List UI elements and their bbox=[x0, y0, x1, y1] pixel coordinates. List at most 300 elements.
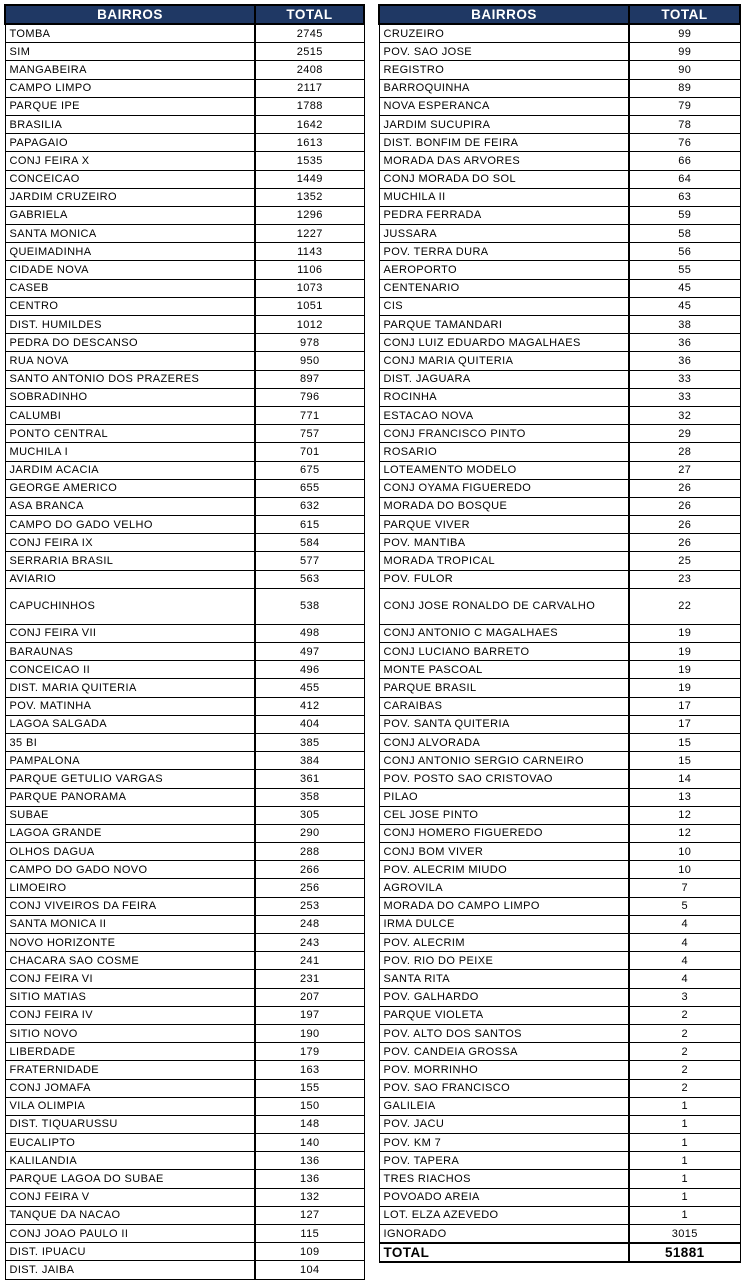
bairro-name-cell: PAMPALONA bbox=[5, 752, 255, 770]
bairro-total-cell: 796 bbox=[255, 388, 364, 406]
bairro-total-cell: 36 bbox=[629, 352, 740, 370]
table-row bbox=[5, 824, 364, 842]
bairro-total-cell: 26 bbox=[629, 479, 740, 497]
table-row bbox=[379, 824, 740, 842]
table-row bbox=[379, 1024, 740, 1042]
bairro-total-cell: 63 bbox=[629, 188, 740, 206]
bairro-name-cell: JARDIM CRUZEIRO bbox=[5, 188, 255, 206]
bairro-total-cell: 89 bbox=[629, 79, 740, 97]
table-row bbox=[379, 970, 740, 988]
bairro-name-cell: DIST. HUMILDES bbox=[5, 316, 255, 334]
bairro-name-cell: AVIARIO bbox=[5, 570, 255, 588]
table-row bbox=[5, 406, 364, 424]
bairro-name-cell: PARQUE LAGOA DO SUBAE bbox=[5, 1170, 255, 1188]
bairro-total-cell: 757 bbox=[255, 425, 364, 443]
table-row bbox=[5, 1188, 364, 1206]
bairro-name-cell: LIMOEIRO bbox=[5, 879, 255, 897]
bairro-name-cell: MONTE PASCOAL bbox=[379, 661, 629, 679]
bairro-name-cell: POV. POSTO SAO CRISTOVAO bbox=[379, 770, 629, 788]
grand-total-label: TOTAL bbox=[379, 1243, 629, 1262]
table-row bbox=[379, 697, 740, 715]
bairro-total-cell: 36 bbox=[629, 334, 740, 352]
bairro-total-cell: 12 bbox=[629, 824, 740, 842]
table-row bbox=[379, 243, 740, 261]
table-row bbox=[5, 788, 364, 806]
bairro-name-cell: CONCEICAO bbox=[5, 170, 255, 188]
bairro-name-cell: POVOADO AREIA bbox=[379, 1188, 629, 1206]
bairro-total-cell: 2 bbox=[629, 1024, 740, 1042]
bairro-total-cell: 190 bbox=[255, 1024, 364, 1042]
table-row bbox=[379, 643, 740, 661]
bairro-name-cell: TOMBA bbox=[5, 24, 255, 43]
bairro-total-cell: 266 bbox=[255, 861, 364, 879]
table-row bbox=[379, 188, 740, 206]
bairro-total-cell: 498 bbox=[255, 624, 364, 642]
column-header-bairros: BAIRROS bbox=[5, 5, 255, 24]
table-row bbox=[5, 479, 364, 497]
table-row bbox=[5, 861, 364, 879]
bairro-name-cell: CAMPO DO GADO VELHO bbox=[5, 516, 255, 534]
table-row bbox=[379, 206, 740, 224]
bairro-total-cell: 632 bbox=[255, 497, 364, 515]
bairro-name-cell: MUCHILA II bbox=[379, 188, 629, 206]
table-row bbox=[379, 261, 740, 279]
table-row bbox=[5, 1152, 364, 1170]
bairro-total-cell: 59 bbox=[629, 206, 740, 224]
bairro-total-cell: 1 bbox=[629, 1097, 740, 1115]
bairro-name-cell: SITIO NOVO bbox=[5, 1024, 255, 1042]
table-row bbox=[5, 661, 364, 679]
bairro-name-cell: POV. ALECRIM MIUDO bbox=[379, 861, 629, 879]
bairro-total-cell: 256 bbox=[255, 879, 364, 897]
bairro-name-cell: CONJ FRANCISCO PINTO bbox=[379, 425, 629, 443]
bairro-name-cell: EUCALIPTO bbox=[5, 1134, 255, 1152]
table-row bbox=[379, 570, 740, 588]
bairro-total-cell: 358 bbox=[255, 788, 364, 806]
bairro-name-cell: POV. SAO FRANCISCO bbox=[379, 1079, 629, 1097]
bairro-name-cell: CONJ OYAMA FIGUEREDO bbox=[379, 479, 629, 497]
table-row bbox=[5, 24, 364, 43]
bairro-total-cell: 99 bbox=[629, 24, 740, 43]
bairro-name-cell: BARAUNAS bbox=[5, 643, 255, 661]
bairro-total-cell: 288 bbox=[255, 843, 364, 861]
bairro-name-cell: CONJ LUCIANO BARRETO bbox=[379, 643, 629, 661]
table-row bbox=[379, 443, 740, 461]
bairro-name-cell: PARQUE VIOLETA bbox=[379, 1006, 629, 1024]
bairro-name-cell: POV. KM 7 bbox=[379, 1134, 629, 1152]
bairro-name-cell: CONJ ANTONIO SERGIO CARNEIRO bbox=[379, 752, 629, 770]
bairro-total-cell: 305 bbox=[255, 806, 364, 824]
bairro-total-cell: 19 bbox=[629, 661, 740, 679]
table-row bbox=[379, 1170, 740, 1188]
table-row bbox=[5, 1261, 364, 1279]
bairro-name-cell: CONJ VIVEIROS DA FEIRA bbox=[5, 897, 255, 915]
table-row bbox=[5, 897, 364, 915]
table-row bbox=[379, 516, 740, 534]
table-row bbox=[379, 988, 740, 1006]
bairro-total-cell: 497 bbox=[255, 643, 364, 661]
bairro-name-cell: POV. ALTO DOS SANTOS bbox=[379, 1024, 629, 1042]
bairro-name-cell: POV. ALECRIM bbox=[379, 934, 629, 952]
bairro-total-cell: 361 bbox=[255, 770, 364, 788]
bairro-total-cell: 99 bbox=[629, 43, 740, 61]
table-row bbox=[379, 1188, 740, 1206]
table-row bbox=[5, 752, 364, 770]
bairro-total-cell: 1613 bbox=[255, 134, 364, 152]
table-row bbox=[5, 733, 364, 751]
bairro-total-cell: 384 bbox=[255, 752, 364, 770]
bairro-name-cell: ROCINHA bbox=[379, 388, 629, 406]
table-row bbox=[5, 297, 364, 315]
column-header-bairros: BAIRROS bbox=[379, 5, 629, 24]
table-row bbox=[5, 206, 364, 224]
bairro-total-cell: 771 bbox=[255, 406, 364, 424]
table-row bbox=[5, 370, 364, 388]
bairro-total-cell: 33 bbox=[629, 370, 740, 388]
bairro-name-cell: MORADA DO CAMPO LIMPO bbox=[379, 897, 629, 915]
bairro-name-cell: CONJ FEIRA VII bbox=[5, 624, 255, 642]
bairro-total-cell: 115 bbox=[255, 1225, 364, 1243]
table-row bbox=[5, 79, 364, 97]
bairro-total-cell: 38 bbox=[629, 316, 740, 334]
bairro-name-cell: PARQUE GETULIO VARGAS bbox=[5, 770, 255, 788]
bairro-name-cell: NOVO HORIZONTE bbox=[5, 934, 255, 952]
table-row bbox=[5, 570, 364, 588]
bairro-total-cell: 1352 bbox=[255, 188, 364, 206]
bairro-name-cell: CONJ FEIRA VI bbox=[5, 970, 255, 988]
table-row bbox=[379, 1043, 740, 1061]
bairro-total-cell: 1788 bbox=[255, 97, 364, 115]
bairro-total-cell: 2 bbox=[629, 1079, 740, 1097]
table-row bbox=[379, 24, 740, 43]
bairro-total-cell: 404 bbox=[255, 715, 364, 733]
table-row bbox=[379, 61, 740, 79]
table-row bbox=[5, 516, 364, 534]
bairro-total-cell: 58 bbox=[629, 225, 740, 243]
bairro-name-cell: OLHOS DAGUA bbox=[5, 843, 255, 861]
table-row bbox=[379, 1152, 740, 1170]
bairro-total-cell: 3015 bbox=[629, 1225, 740, 1244]
bairro-total-cell: 163 bbox=[255, 1061, 364, 1079]
bairro-name-cell: CONJ JOMAFA bbox=[5, 1079, 255, 1097]
bairro-total-cell: 19 bbox=[629, 624, 740, 642]
bairro-total-cell: 109 bbox=[255, 1243, 364, 1261]
bairro-name-cell: CONJ ALVORADA bbox=[379, 733, 629, 751]
bairro-name-cell: JUSSARA bbox=[379, 225, 629, 243]
bairro-total-cell: 1143 bbox=[255, 243, 364, 261]
table-row bbox=[5, 279, 364, 297]
table-row bbox=[379, 861, 740, 879]
bairro-total-cell: 1073 bbox=[255, 279, 364, 297]
bairro-total-cell: 179 bbox=[255, 1043, 364, 1061]
bairro-total-cell: 4 bbox=[629, 952, 740, 970]
bairro-name-cell: MORADA DAS ARVORES bbox=[379, 152, 629, 170]
bairro-total-cell: 1 bbox=[629, 1170, 740, 1188]
bairro-name-cell: CONJ FEIRA V bbox=[5, 1188, 255, 1206]
bairro-name-cell: CONJ JOAO PAULO II bbox=[5, 1225, 255, 1243]
table-row bbox=[5, 915, 364, 933]
table-row bbox=[5, 497, 364, 515]
bairro-name-cell: BARROQUINHA bbox=[379, 79, 629, 97]
table-row bbox=[5, 879, 364, 897]
bairro-name-cell: PARQUE VIVER bbox=[379, 516, 629, 534]
bairro-name-cell: CAPUCHINHOS bbox=[5, 588, 255, 624]
bairro-name-cell: KALILANDIA bbox=[5, 1152, 255, 1170]
bairro-name-cell: MANGABEIRA bbox=[5, 61, 255, 79]
table-row bbox=[379, 733, 740, 751]
bairro-total-cell: 66 bbox=[629, 152, 740, 170]
bairro-total-cell: 26 bbox=[629, 516, 740, 534]
table-row bbox=[379, 225, 740, 243]
table-row bbox=[5, 1024, 364, 1042]
column-header-total: TOTAL bbox=[255, 5, 364, 24]
table-row bbox=[379, 788, 740, 806]
table-row bbox=[5, 715, 364, 733]
table-row bbox=[5, 552, 364, 570]
bairro-name-cell: CONJ BOM VIVER bbox=[379, 843, 629, 861]
bairro-name-cell: POV. MORRINHO bbox=[379, 1061, 629, 1079]
bairro-total-cell: 45 bbox=[629, 279, 740, 297]
bairro-name-cell: BRASILIA bbox=[5, 115, 255, 133]
bairro-total-cell: 127 bbox=[255, 1206, 364, 1224]
table-row bbox=[5, 152, 364, 170]
table-row bbox=[379, 715, 740, 733]
table-row bbox=[379, 97, 740, 115]
bairro-total-cell: 248 bbox=[255, 915, 364, 933]
table-row bbox=[379, 806, 740, 824]
bairro-total-cell: 27 bbox=[629, 461, 740, 479]
table-row bbox=[379, 79, 740, 97]
bairro-total-cell: 615 bbox=[255, 516, 364, 534]
bairro-total-cell: 1051 bbox=[255, 297, 364, 315]
bairro-total-cell: 496 bbox=[255, 661, 364, 679]
table-row bbox=[5, 134, 364, 152]
table-row bbox=[5, 334, 364, 352]
bairro-name-cell: CONCEICAO II bbox=[5, 661, 255, 679]
table-row bbox=[379, 279, 740, 297]
table-row bbox=[5, 1225, 364, 1243]
bairro-total-cell: 1012 bbox=[255, 316, 364, 334]
bairro-name-cell: LAGOA GRANDE bbox=[5, 824, 255, 842]
bairro-name-cell: SANTO ANTONIO DOS PRAZERES bbox=[5, 370, 255, 388]
bairro-total-cell: 78 bbox=[629, 115, 740, 133]
bairro-name-cell: SANTA RITA bbox=[379, 970, 629, 988]
table-row bbox=[379, 388, 740, 406]
bairro-total-cell: 385 bbox=[255, 733, 364, 751]
bairro-total-cell: 1642 bbox=[255, 115, 364, 133]
table-row bbox=[5, 643, 364, 661]
bairro-name-cell: PAPAGAIO bbox=[5, 134, 255, 152]
bairro-name-cell: LOT. ELZA AZEVEDO bbox=[379, 1206, 629, 1224]
bairro-total-cell: 2117 bbox=[255, 79, 364, 97]
bairro-total-cell: 197 bbox=[255, 1006, 364, 1024]
bairro-name-cell: ESTACAO NOVA bbox=[379, 406, 629, 424]
bairro-total-cell: 25 bbox=[629, 552, 740, 570]
table-row bbox=[5, 988, 364, 1006]
bairro-name-cell: CIS bbox=[379, 297, 629, 315]
table-row bbox=[379, 43, 740, 61]
bairro-total-cell: 76 bbox=[629, 134, 740, 152]
table-row bbox=[5, 1006, 364, 1024]
left-bairros-table bbox=[4, 4, 365, 1280]
table-row bbox=[379, 1115, 740, 1133]
bairro-total-cell: 207 bbox=[255, 988, 364, 1006]
bairro-total-cell: 136 bbox=[255, 1170, 364, 1188]
bairro-total-cell: 455 bbox=[255, 679, 364, 697]
bairro-total-cell: 14 bbox=[629, 770, 740, 788]
bairro-total-cell: 2408 bbox=[255, 61, 364, 79]
table-row bbox=[379, 679, 740, 697]
bairro-name-cell: CEL JOSE PINTO bbox=[379, 806, 629, 824]
table-row bbox=[379, 934, 740, 952]
bairro-name-cell: ASA BRANCA bbox=[5, 497, 255, 515]
bairro-name-cell: CONJ FEIRA IV bbox=[5, 1006, 255, 1024]
bairro-name-cell: SANTA MONICA II bbox=[5, 915, 255, 933]
bairro-name-cell: POV. TAPERA bbox=[379, 1152, 629, 1170]
table-row bbox=[5, 1079, 364, 1097]
bairro-name-cell: POV. TERRA DURA bbox=[379, 243, 629, 261]
table-row bbox=[5, 1043, 364, 1061]
bairro-name-cell: RUA NOVA bbox=[5, 352, 255, 370]
bairro-total-cell: 17 bbox=[629, 715, 740, 733]
bairro-name-cell: IRMA DULCE bbox=[379, 915, 629, 933]
bairro-total-cell: 2 bbox=[629, 1043, 740, 1061]
bairro-name-cell: CONJ FEIRA IX bbox=[5, 534, 255, 552]
bairro-total-cell: 1 bbox=[629, 1206, 740, 1224]
bairro-total-cell: 1227 bbox=[255, 225, 364, 243]
bairro-name-cell: DIST. JAGUARA bbox=[379, 370, 629, 388]
bairro-total-cell: 241 bbox=[255, 952, 364, 970]
bairro-name-cell: IGNORADO bbox=[379, 1225, 629, 1244]
bairro-total-cell: 2515 bbox=[255, 43, 364, 61]
bairro-total-cell: 5 bbox=[629, 897, 740, 915]
table-row bbox=[5, 43, 364, 61]
bairro-total-cell: 675 bbox=[255, 461, 364, 479]
bairro-name-cell: POV. MANTIBA bbox=[379, 534, 629, 552]
bairro-name-cell: PARQUE IPE bbox=[5, 97, 255, 115]
bairro-total-cell: 32 bbox=[629, 406, 740, 424]
bairro-name-cell: GALILEIA bbox=[379, 1097, 629, 1115]
bairro-name-cell: SANTA MONICA bbox=[5, 225, 255, 243]
bairro-total-cell: 950 bbox=[255, 352, 364, 370]
bairro-name-cell: MORADA TROPICAL bbox=[379, 552, 629, 570]
bairro-name-cell: MUCHILA I bbox=[5, 443, 255, 461]
table-row bbox=[5, 1097, 364, 1115]
bairro-total-cell: 15 bbox=[629, 733, 740, 751]
table-row bbox=[5, 1170, 364, 1188]
table-row bbox=[5, 97, 364, 115]
right-bairros-table bbox=[378, 4, 741, 1263]
bairro-total-cell: 577 bbox=[255, 552, 364, 570]
grand-total-row bbox=[379, 1243, 740, 1262]
bairro-name-cell: ROSARIO bbox=[379, 443, 629, 461]
bairro-name-cell: REGISTRO bbox=[379, 61, 629, 79]
table-row bbox=[379, 152, 740, 170]
table-row bbox=[379, 1006, 740, 1024]
bairro-total-cell: 104 bbox=[255, 1261, 364, 1279]
table-row bbox=[379, 752, 740, 770]
bairro-total-cell: 22 bbox=[629, 588, 740, 624]
bairro-name-cell: DIST. MARIA QUITERIA bbox=[5, 679, 255, 697]
bairro-name-cell: NOVA ESPERANCA bbox=[379, 97, 629, 115]
bairro-total-cell: 15 bbox=[629, 752, 740, 770]
bairro-name-cell: PILAO bbox=[379, 788, 629, 806]
table-row bbox=[5, 261, 364, 279]
bairro-name-cell: CONJ MORADA DO SOL bbox=[379, 170, 629, 188]
bairro-name-cell: CRUZEIRO bbox=[379, 24, 629, 43]
bairro-name-cell: PARQUE BRASIL bbox=[379, 679, 629, 697]
table-row bbox=[379, 770, 740, 788]
table-row bbox=[5, 243, 364, 261]
table-row bbox=[379, 406, 740, 424]
bairro-total-cell: 897 bbox=[255, 370, 364, 388]
table-row bbox=[379, 334, 740, 352]
bairro-name-cell: POV. SAO JOSE bbox=[379, 43, 629, 61]
table-row bbox=[379, 1206, 740, 1224]
bairro-name-cell: DIST. JAIBA bbox=[5, 1261, 255, 1279]
bairro-total-cell: 90 bbox=[629, 61, 740, 79]
bairro-total-cell: 29 bbox=[629, 425, 740, 443]
table-row bbox=[5, 1115, 364, 1133]
bairro-name-cell: JARDIM SUCUPIRA bbox=[379, 115, 629, 133]
bairro-name-cell: POV. GALHARDO bbox=[379, 988, 629, 1006]
bairro-name-cell: POV. RIO DO PEIXE bbox=[379, 952, 629, 970]
table-row bbox=[379, 479, 740, 497]
header-row bbox=[379, 5, 740, 24]
table-row bbox=[379, 534, 740, 552]
table-row bbox=[5, 188, 364, 206]
bairro-total-cell: 243 bbox=[255, 934, 364, 952]
bairro-total-cell: 290 bbox=[255, 824, 364, 842]
bairro-total-cell: 155 bbox=[255, 1079, 364, 1097]
bairro-name-cell: CALUMBI bbox=[5, 406, 255, 424]
bairro-total-cell: 1449 bbox=[255, 170, 364, 188]
bairro-name-cell: POV. SANTA QUITERIA bbox=[379, 715, 629, 733]
table-row bbox=[379, 1225, 740, 1244]
table-row bbox=[379, 1097, 740, 1115]
bairro-total-cell: 79 bbox=[629, 97, 740, 115]
table-row bbox=[5, 443, 364, 461]
bairro-total-cell: 26 bbox=[629, 534, 740, 552]
table-row bbox=[379, 425, 740, 443]
bairro-name-cell: SIM bbox=[5, 43, 255, 61]
bairro-total-cell: 1 bbox=[629, 1115, 740, 1133]
bairro-name-cell: CARAIBAS bbox=[379, 697, 629, 715]
header-row bbox=[5, 5, 364, 24]
bairro-total-cell: 7 bbox=[629, 879, 740, 897]
bairro-total-cell: 253 bbox=[255, 897, 364, 915]
table-row bbox=[379, 316, 740, 334]
table-row bbox=[5, 624, 364, 642]
bairro-total-cell: 978 bbox=[255, 334, 364, 352]
bairro-total-cell: 1 bbox=[629, 1152, 740, 1170]
bairro-total-cell: 4 bbox=[629, 934, 740, 952]
bairro-name-cell: GEORGE AMERICO bbox=[5, 479, 255, 497]
bairro-name-cell: PEDRA FERRADA bbox=[379, 206, 629, 224]
bairro-name-cell: AGROVILA bbox=[379, 879, 629, 897]
bairro-total-cell: 1 bbox=[629, 1188, 740, 1206]
bairro-total-cell: 1535 bbox=[255, 152, 364, 170]
table-row bbox=[5, 1134, 364, 1152]
bairro-total-cell: 3 bbox=[629, 988, 740, 1006]
bairro-name-cell: POV. FULOR bbox=[379, 570, 629, 588]
table-row bbox=[379, 1061, 740, 1079]
bairro-total-cell: 148 bbox=[255, 1115, 364, 1133]
bairro-name-cell: SITIO MATIAS bbox=[5, 988, 255, 1006]
table-row bbox=[379, 552, 740, 570]
table-row bbox=[5, 1061, 364, 1079]
table-row bbox=[5, 316, 364, 334]
